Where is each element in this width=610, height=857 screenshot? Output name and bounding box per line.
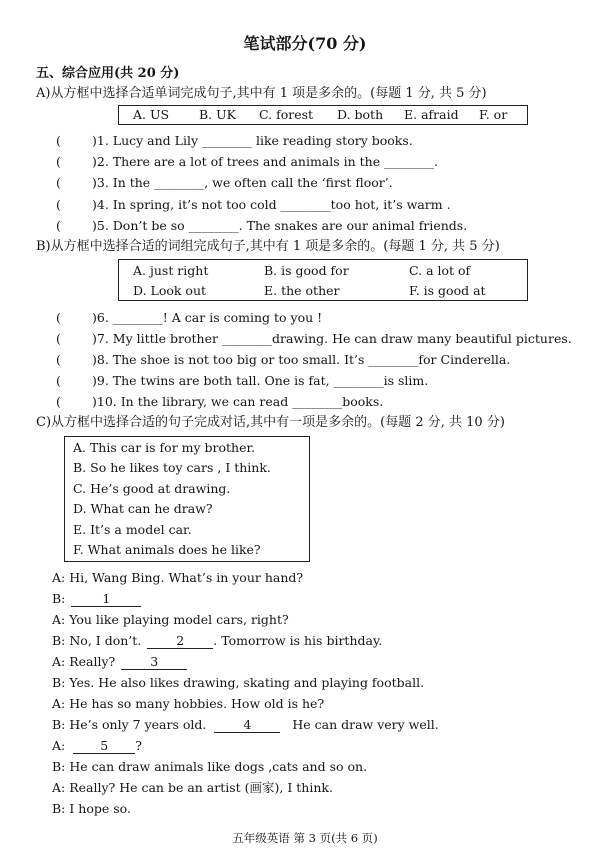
option-e: E. It’s a model car. — [73, 522, 192, 537]
answer-paren: ( — [56, 175, 61, 190]
dialogue-line: A: 5 ? — [52, 738, 142, 753]
answer-blank-4: 4 — [214, 718, 280, 733]
option-a: A. US — [133, 107, 170, 122]
option-d: D. Look out — [133, 283, 207, 298]
part-a-heading: A)从方框中选择合适单词完成句子,其中有 1 项是多余的。(每题 1 分, 共 5 分) — [36, 86, 487, 101]
answer-blank-1: 1 — [71, 592, 141, 607]
dialogue-line: A: Really? He can be an artist (画家), I think. — [52, 780, 333, 795]
answer-paren: ( — [56, 218, 61, 233]
question-4: )4. In spring, it’s not too cold ________too hot, it’s warm . — [92, 197, 451, 212]
answer-blank-3: 3 — [121, 655, 187, 670]
answer-paren: ( — [56, 154, 61, 169]
question-2: )2. There are a lot of trees and animals in the ________. — [92, 154, 439, 169]
answer-paren: ( — [56, 133, 61, 148]
dialogue-line: B: I hope so. — [52, 801, 131, 816]
question-3: )3. In the ________, we often call the ‘first floor’. — [92, 175, 393, 190]
option-b: B. is good for — [264, 263, 349, 278]
page-title: 笔试部分(70 分) — [243, 34, 367, 53]
option-f: F. is good at — [409, 283, 486, 298]
page-footer: 五年级英语 第 3 页(共 6 页) — [232, 831, 378, 845]
option-a: A. just right — [133, 263, 209, 278]
option-d: D. What can he draw? — [73, 501, 213, 516]
answer-paren: ( — [56, 310, 61, 325]
dialogue-line: B: No, I don’t. 2 . Tomorrow is his birthday. — [52, 633, 383, 648]
part-c-heading: C)从方框中选择合适的句子完成对话,其中有一项是多余的。(每题 2 分, 共 10 分) — [36, 415, 505, 430]
option-b: B. UK — [199, 107, 237, 122]
option-a: A. This car is for my brother. — [73, 440, 256, 455]
dialogue-line: B: He’s only 7 years old. 4 He can draw very well. — [52, 717, 439, 732]
dialogue-line: A: Really? 3 — [52, 654, 187, 670]
option-e: E. the other — [264, 283, 340, 298]
answer-paren: ( — [56, 197, 61, 212]
part-b-heading: B)从方框中选择合适的词组完成句子,其中有 1 项是多余的。(每题 1 分, 共 5 分) — [36, 239, 500, 254]
option-d: D. both — [337, 107, 384, 122]
question-8: )8. The shoe is not too big or too small. It’s ________for Cinderella. — [92, 352, 511, 367]
option-c: C. a lot of — [409, 263, 471, 278]
answer-paren: ( — [56, 352, 61, 367]
section-heading: 五、综合应用(共 20 分) — [36, 66, 180, 81]
part-a-option-box — [118, 105, 528, 125]
answer-blank-2: 2 — [147, 634, 213, 649]
question-6: )6. ________! A car is coming to you ! — [92, 310, 323, 325]
answer-paren: ( — [56, 394, 61, 409]
question-1: )1. Lucy and Lily ________ like reading story books. — [92, 133, 413, 148]
dialogue-line: A: You like playing model cars, right? — [52, 612, 289, 627]
dialogue-line: A: He has so many hobbies. How old is he? — [52, 696, 325, 711]
option-f: F. What animals does he like? — [73, 542, 261, 557]
option-f: F. or — [479, 107, 508, 122]
answer-blank-5: 5 — [73, 739, 135, 754]
answer-paren: ( — [56, 373, 61, 388]
part-c-option-box — [64, 436, 310, 562]
dialogue-line: B: He can draw animals like dogs ,cats and so on. — [52, 759, 368, 774]
option-e: E. afraid — [404, 107, 459, 122]
part-b-option-box — [118, 259, 528, 301]
answer-paren: ( — [56, 331, 61, 346]
option-c: C. forest — [259, 107, 314, 122]
dialogue-line: B: 1 — [52, 591, 141, 607]
question-9: )9. The twins are both tall. One is fat, ________is slim. — [92, 373, 429, 388]
option-c: C. He’s good at drawing. — [73, 481, 231, 496]
dialogue-line: A: Hi, Wang Bing. What’s in your hand? — [52, 570, 304, 585]
question-10: )10. In the library, we can read ________books. — [92, 394, 384, 409]
question-5: )5. Don’t be so ________. The snakes are our animal friends. — [92, 218, 468, 233]
option-b: B. So he likes toy cars , I think. — [73, 460, 271, 475]
dialogue-line: B: Yes. He also likes drawing, skating and playing football. — [52, 675, 425, 690]
question-7: )7. My little brother ________drawing. He can draw many beautiful pictures. — [92, 331, 572, 346]
